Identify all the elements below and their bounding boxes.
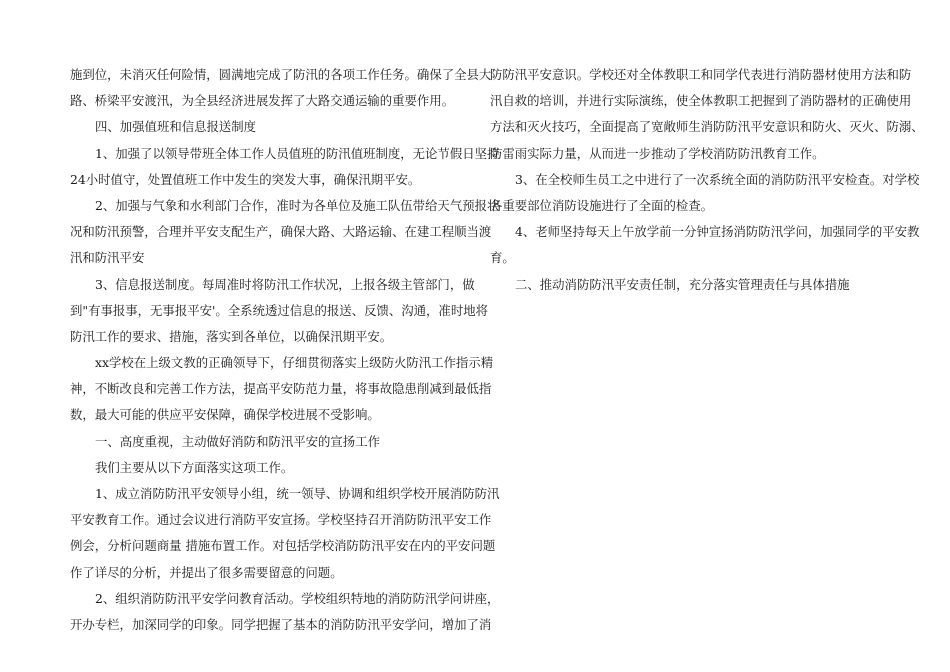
text-line: 二、推动消防防汛平安责任制，充分落实管理责任与具体措施	[515, 276, 850, 292]
text-line: 方法和灭火技巧，全面提高了宽敞师生消防防汛平安意识和防火、灭火、防溺、	[490, 119, 924, 135]
text-line: 例会，分析问题商量 措施布置工作。对包括学校消防防汛平安在内的平安问题	[70, 538, 496, 554]
text-line: 一、高度重视，主动做好消防和防汛平安的宣扬工作	[95, 433, 380, 449]
text-line: 1、加强了以领导带班全体工作人员值班的防汛值班制度，无论节假日坚持	[95, 145, 500, 161]
text-line: 2、加强与气象和水利部门合作，准时为各单位及施工队伍带给天气预报状	[95, 197, 500, 213]
text-line: 防汛工作的要求、措施，落实到各单位，以确保汛期平安。	[70, 328, 393, 344]
text-line: 神，不断改良和完善工作方法，提高平安防范力量，将事故隐患削减到最低指	[70, 381, 492, 397]
text-line: 防雷雨实际力量，从而进一步推动了学校消防防汛教育工作。	[490, 145, 825, 161]
text-line: 开办专栏，加深同学的印象。同学把握了基本的消防防汛平安学问，增加了消	[70, 616, 492, 632]
text-line: 我们主要从以下方面落实这项工作。	[95, 459, 294, 475]
text-line: 育。	[490, 250, 515, 266]
text-line: 到"有事报事，无事报平安'。全系统透过信息的报送、反馈、沟通，准时地将	[70, 302, 488, 318]
text-line: 四、加强值班和信息报送制度	[95, 119, 257, 135]
right-column	[490, 62, 924, 298]
text-line: 各重要部位消防设施进行了全面的检查。	[490, 197, 714, 213]
text-line: 4、老师坚持每天上午放学前一分钟宣扬消防防汛学问，加强同学的平安教	[515, 224, 920, 240]
text-line: 况和防汛预警，合理并平安支配生产，确保大路、大路运输、在建工程顺当渡	[70, 224, 492, 240]
text-line: 汛和防汛平安	[70, 250, 145, 266]
text-line: 平安教育工作。通过会议进行消防平安宣扬。学校坚持召开消防防汛平安工作	[70, 512, 492, 528]
text-line: xx学校在上级文教的正确领导下，仔细贯彻落实上级防火防汛工作指示精	[95, 355, 494, 371]
text-line: 汛自救的培训，并进行实际演练，使全体教职工把握到了消防器材的正确使用	[490, 93, 912, 109]
text-line: 路、桥梁平安渡汛，为全县经济进展发挥了大路交通运输的重要作用。	[70, 93, 455, 109]
text-line: 1、成立消防防汛平安领导小组，统一领导、协调和组织学校开展消防防汛	[95, 486, 500, 501]
text-line: 作了详尽的分析，并提出了很多需要留意的问题。	[70, 564, 343, 580]
text-line: 施到位，未消灭任何险情，圆满地完成了防汛的各项工作任务。确保了全县大	[70, 67, 492, 82]
text-line: 3、在全校师生员工之中进行了一次系统全面的消防防汛平安检查。对学校	[515, 171, 920, 187]
text-line: 24小时值守，处置值班工作中发生的突发大事，确保汛期平安。	[70, 171, 421, 187]
text-line: 数，最大可能的供应平安保障，确保学校进展不受影响。	[70, 407, 380, 423]
text-line: 3、信息报送制度。每周准时将防汛工作状况，上报各级主管部门，做	[95, 276, 475, 292]
text-line: 防防汛平安意识。学校还对全体教职工和同学代表进行消防器材使用方法和防	[490, 67, 912, 82]
text-line: 2、组织消防防汛平安学问教育活动。学校组织特地的消防防汛学问讲座，	[95, 590, 500, 606]
left-column	[70, 62, 500, 638]
